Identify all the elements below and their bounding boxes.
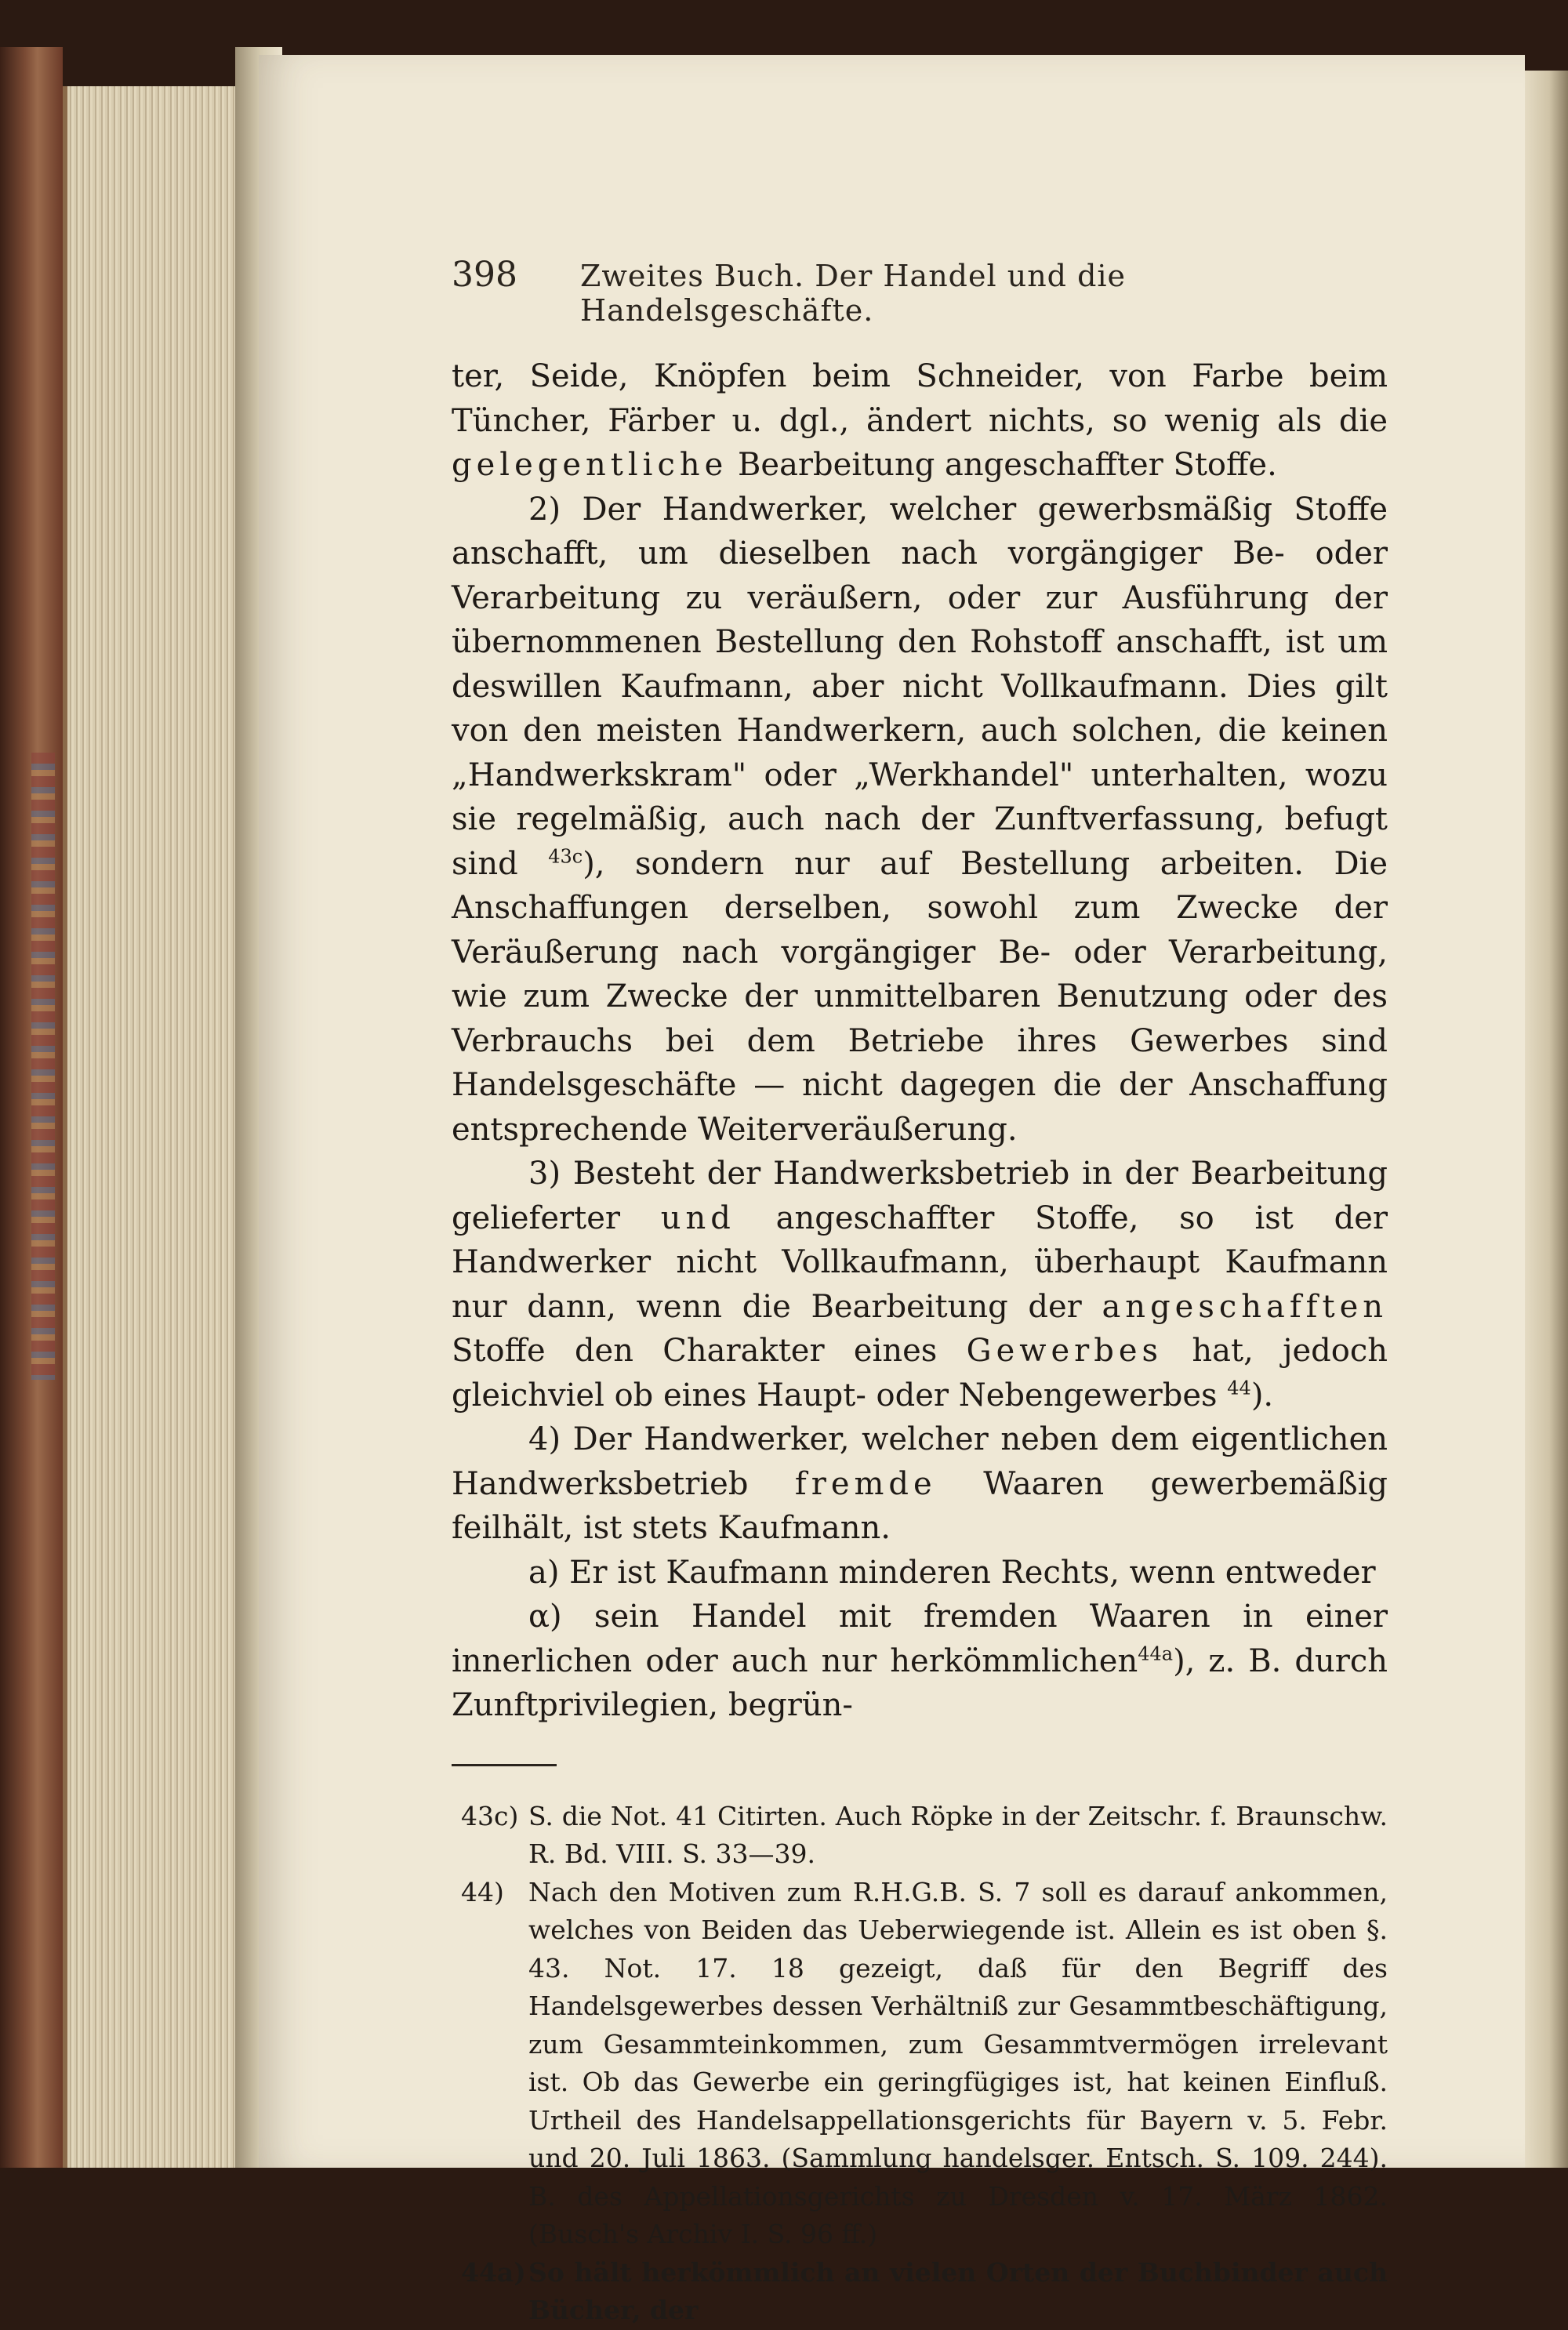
footnotes xyxy=(452,1798,1388,2330)
text-run: 2) Der Handwerker, welcher gewerbsmäßig Stoffe anschafft, um dieselben nach vorgängiger Be- oder Verarbeitung zu veräußern, oder zur Ausführung der übernommenen Bestellung den Rohstoff anschafft, ist um deswillen Kaufmann, aber nicht Vollkaufmann. Dies gilt von den meisten Handwerkern, auch solchen, die keinen „Handwerkskram" oder „Werkhandel" unterhalten, wozu sie regelmäßig, auch nach der Zunftverfassung, befugt sind xyxy=(452,491,1388,882)
footnote-ref: 44 xyxy=(1227,1377,1251,1399)
paragraph-3 xyxy=(452,1152,1388,1417)
paragraph-continuation xyxy=(452,354,1388,488)
footnote-text: Nach den Motiven zum R.H.G.B. S. 7 soll es darauf ankommen, welches von Beiden das Ueberwiegende ist. Allein es ist oben §. 43. Not. 17. 18 gezeigt, daß für den Begriff des Handelsgewerbes dessen Verhältniß zur Gesammtbeschäftigung, zum Gesammteinkommen, zum Gesammtvermögen irrelevant ist. Ob das Gewerbe ein geringfügiges ist, hat keinen Einfluß. Urtheil des Handelsappellationsgerichts für Bayern v. 5. Febr. und 20. Juli 1863. (Sammlung handelsger. Entsch. S. 109. 244). B. des Appellationsgerichts zu Dresden v. 17. März 1862. (Busch's Archiv I. S. 96 ff.) xyxy=(528,1876,1388,2249)
emphasis-text: gelegentliche xyxy=(452,447,728,483)
text-run: angeschaffter Stoffe, so ist der Handwerker nicht Vollkaufmann, überhaupt Kaufmann nur dann, wenn die Bearbeitung der xyxy=(452,1199,1388,1325)
page-content xyxy=(452,255,1388,2330)
paragraph-4 xyxy=(452,1417,1388,1551)
footnote-ref: 44a xyxy=(1138,1642,1174,1665)
emphasis-text: angeschafften xyxy=(1102,1288,1388,1325)
book-page xyxy=(259,55,1525,2325)
footnote-text: S. die Not. 41 Citirten. Auch Röpke in der Zeitschr. f. Braunschw. R. Bd. VIII. S. 33—39. xyxy=(528,1800,1388,1869)
text-run: a) Er ist Kaufmann minderen Rechts, wenn entweder xyxy=(528,1554,1376,1591)
emphasis-text: fremde xyxy=(794,1465,937,1502)
text-run: Bearbeitung angeschaffter Stoffe. xyxy=(738,447,1277,483)
page-stack-edge xyxy=(63,86,247,2168)
footnote-label: 44a) xyxy=(461,2256,526,2288)
emphasis-text: und xyxy=(660,1199,735,1236)
footnote-label: 44) xyxy=(461,1876,504,1907)
footnote-44 xyxy=(452,1874,1388,2254)
footnote-43c xyxy=(452,1798,1388,1874)
body-text xyxy=(452,354,1388,1728)
footnote-44a xyxy=(452,2254,1388,2330)
footnote-label: 43c) xyxy=(461,1800,519,1831)
footnote-text: So hält herkömmlich an vielen Orten der Buchbinder auch Bücher, der xyxy=(528,2256,1388,2325)
text-run: ter, Seide, Knöpfen beim Schneider, von Farbe beim Tüncher, Färber u. dgl., ändert nichts, so wenig als die xyxy=(452,358,1388,439)
text-run: 4) Der Handwerker, welcher neben dem eigentlichen Handwerksbetrieb xyxy=(452,1421,1388,1502)
text-run: hat, jedoch gleichviel ob eines Haupt- oder Nebengewerbes xyxy=(452,1333,1388,1414)
text-run: ). xyxy=(1250,1377,1274,1414)
text-run: 3) Besteht der Handwerksbetrieb in der Bearbeitung gelieferter xyxy=(452,1156,1388,1236)
text-run: ), z. B. durch Zunftprivilegien, begrün- xyxy=(452,1642,1388,1723)
emphasis-text: Gewerbes xyxy=(966,1333,1163,1369)
paragraph-2 xyxy=(452,488,1388,1152)
book-cover xyxy=(0,47,63,2168)
running-head: Zweites Buch. Der Handel und die Handelsgeschäfte. xyxy=(579,259,1127,328)
facing-page-edge xyxy=(1521,71,1568,2168)
text-run: Stoffe den Charakter eines xyxy=(452,1333,938,1369)
paragraph-4a xyxy=(452,1551,1388,1595)
page-number: 398 xyxy=(452,255,517,295)
page-header xyxy=(452,255,1388,328)
footnote-rule xyxy=(452,1764,557,1766)
text-run: ), sondern nur auf Bestellung arbeiten. Die Anschaffungen derselben, sowohl zum Zwecke der Veräußerung nach vorgängiger Be- oder Verarbeitung, wie zum Zwecke der unmittelbaren Benutzung oder des Verbrauchs bei dem Betriebe ihres Gewerbes sind Handelsgeschäfte — nicht dagegen die der Anschaffung entsprechende Weiterveräußerung. xyxy=(452,845,1388,1148)
cover-edge-pattern xyxy=(31,753,55,1380)
text-run: α) sein Handel mit fremden Waaren in einer innerlichen oder auch nur herkömmlichen xyxy=(452,1599,1388,1679)
paragraph-4a-alpha xyxy=(452,1595,1388,1728)
footnote-ref: 43c xyxy=(548,845,583,868)
text-run: Waaren gewerbemäßig feilhält, ist stets Kaufmann. xyxy=(452,1465,1388,1546)
